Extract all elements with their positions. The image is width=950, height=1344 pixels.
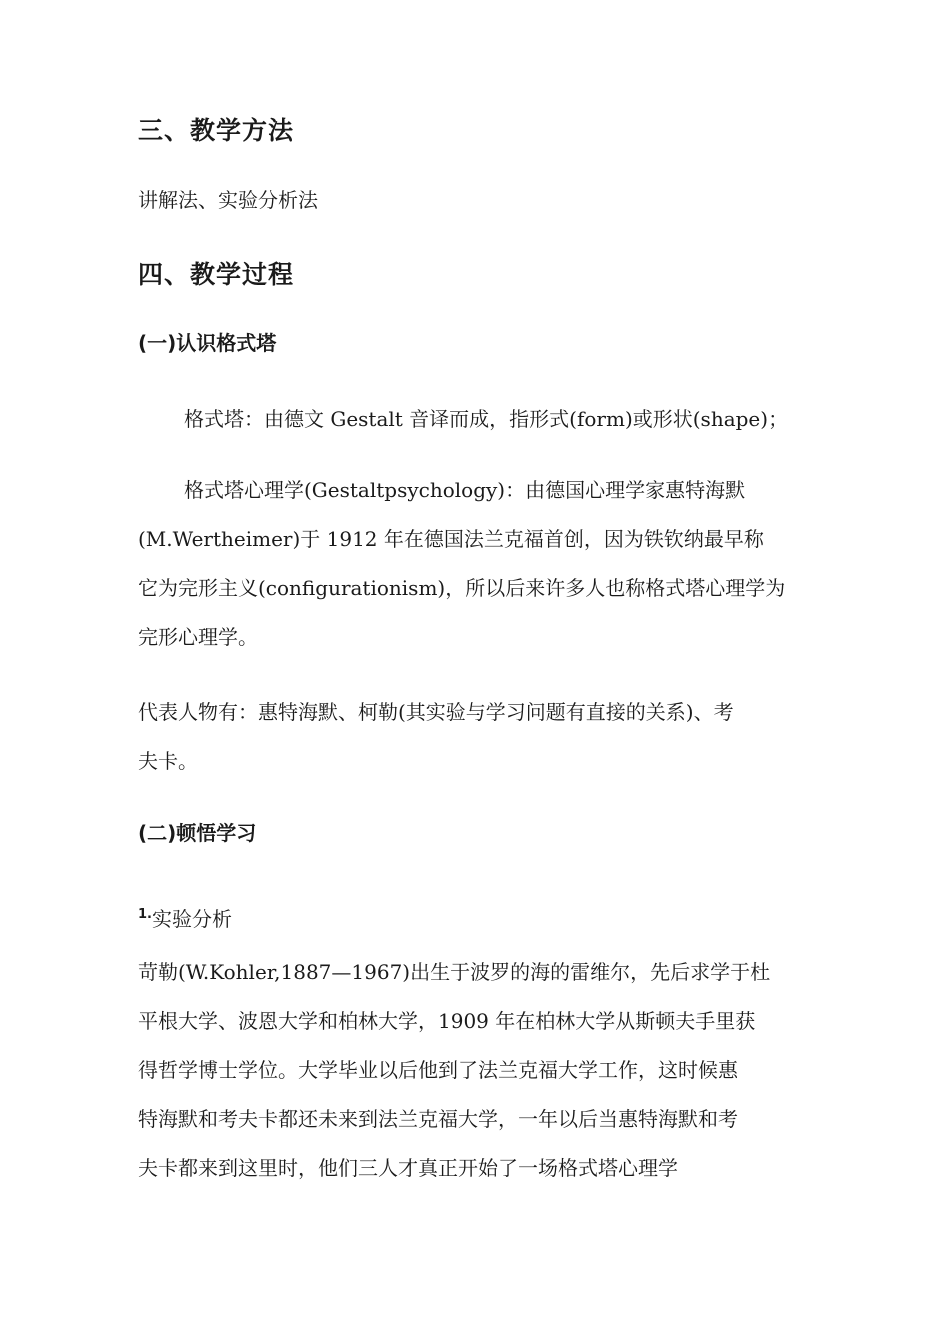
paragraph-line: 特海默和考夫卡都还未来到法兰克福大学，一年以后当惠特海默和考 xyxy=(138,1107,738,1131)
paragraph-line: 苛勒(W.Kohler,1887—1967)出生于波罗的海的雷维尔，先后求学于杜 xyxy=(138,960,771,984)
teaching-method-text: 讲解法、实验分析法 xyxy=(138,188,318,212)
gestalt-definition: 格式塔：由德文 Gestalt 音译而成，指形式(form)或形状(shape)； xyxy=(184,407,789,431)
representatives-paragraph xyxy=(138,688,828,786)
kohler-paragraph xyxy=(138,948,828,1193)
list-number: 1. xyxy=(138,907,152,922)
experiment-analysis-label: 实验分析 xyxy=(151,907,232,931)
paragraph-line: 夫卡都来到这里时，他们三人才真正开始了一场格式塔心理学 xyxy=(138,1156,678,1180)
gestalt-psychology-paragraph xyxy=(138,466,828,662)
paragraph-line: 完形心理学。 xyxy=(138,625,258,649)
paragraph-line: (M.Wertheimer)于 1912 年在德国法兰克福首创，因为铁钦纳最早称 xyxy=(138,527,764,551)
paragraph-line: 代表人物有：惠特海默、柯勒(其实验与学习问题有直接的关系)、考 xyxy=(138,700,734,724)
paragraph-line: 得哲学博士学位。大学毕业以后他到了法兰克福大学工作，这时候惠 xyxy=(138,1058,738,1082)
section-heading-teaching-process: 四、教学过程 xyxy=(138,260,295,289)
subheading-gestalt-intro: (一)认识格式塔 xyxy=(138,331,277,355)
section-heading-teaching-method: 三、教学方法 xyxy=(138,116,295,145)
paragraph-line: 平根大学、波恩大学和柏林大学，1909 年在柏林大学从斯顿夫手里获 xyxy=(138,1009,756,1033)
paragraph-line: 它为完形主义(configurationism)，所以后来许多人也称格式塔心理学为 xyxy=(138,576,786,600)
subheading-insight-learning: (二)顿悟学习 xyxy=(138,821,257,845)
experiment-analysis-title xyxy=(138,902,828,932)
paragraph-line: 格式塔心理学(Gestaltpsychology)：由德国心理学家惠特海默 xyxy=(184,478,746,502)
paragraph-line: 夫卡。 xyxy=(138,749,198,773)
